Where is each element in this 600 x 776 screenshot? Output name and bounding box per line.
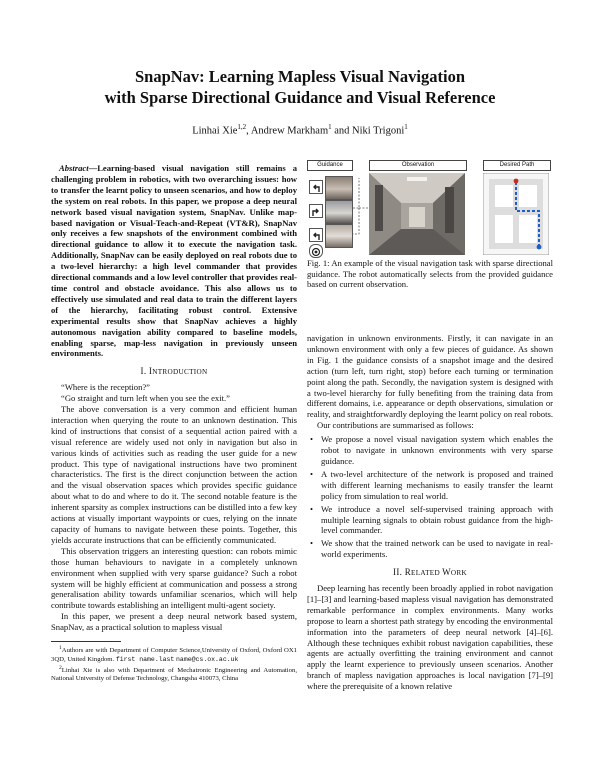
abstract-text: —Learning-based visual navigation still remains a challenging problem in robotics, with two overarching issues: how to transfer the learnt policy to unseen scenarios, and how to deploy the system on real robots. In this paper, we propose a deep neural network based visual navigation system, SnapNav. Unlike map-based navigation or Visual-Teach-and-Repeat (VT&R), SnapNav only receives a few snapshots of the environment combined with directional guidance to allow it to execute the navigation task. Additionally, SnapNav can be easily deployed on real robots due to a two-level hierarchy: a high level commander that provides directional commands and a low level controller that provides real-time control and obstacle avoidance. This also allows us to effectively use simulated and real data to train the different layers of the hierarchy, facilitating robust control. Extensive experimental results show that SnapNav achieves a highly autonomous navigation ability compared to baseline models, enabling sparse, map-less navigation in previously unseen environments. (51, 163, 297, 359)
desired-path-map (483, 173, 549, 255)
intro-quote-1: “Where is the reception?” (61, 382, 150, 393)
right-paragraph-1: navigation in unknown environments. Firstly, it can navigate in an unknown environment with only a few pieces of guidance. As shown in Fig. 1 the guidance consists of a snapshot image and the desired action (turn left, turn right, stop) before each turning or termination point along the path. Secondly, the navigation system is designed with a two-level hierarchy for fully benefiting from the training data from different domains, i.e. appearance or depth observations, simulation or reality, and straightforwardly deploying the learnt policy on real robots. (307, 333, 553, 420)
stop-guidance-icon (309, 244, 323, 258)
guidance-snapshot-2 (325, 200, 353, 224)
intro-heading-rest: NTRODUCTION (152, 368, 208, 377)
related-heading-num: II. R (393, 567, 412, 578)
list-item: • We show that the trained network can be used to navigate in real-world experiments. (319, 538, 553, 560)
turn-left-guidance-icon (309, 180, 323, 194)
author-1: Linhai Xie (192, 125, 238, 137)
footnote-1-email-b: name@cs.ox.ac.uk (176, 655, 239, 663)
guidance-snapshot-3 (325, 224, 353, 248)
author-1-affil: 1,2 (237, 123, 247, 131)
footnote-2 (51, 664, 297, 684)
figure-header-desired-path: Desired Path (483, 160, 551, 171)
abstract (51, 163, 297, 359)
footnote-1 (51, 644, 297, 664)
paper-title (0, 66, 600, 108)
right-paragraph-2: Our contributions are summarised as follows: (317, 420, 474, 431)
related-heading-mid: ELATED (411, 569, 443, 578)
title-line-1: SnapNav: Learning Mapless Visual Navigation (134, 67, 466, 86)
figure-1-caption: Fig. 1: An example of the visual navigation task with sparse directional guidance. The robot automatically selects from the provided guidance based on current observation. (307, 258, 553, 289)
intro-heading-num: I. I (140, 366, 153, 377)
observation-image (369, 173, 465, 255)
footnote-1-text: Authors are with Department of Computer Science,University of Oxford, Oxford OX1 3QD, United Kingdom. (51, 647, 297, 663)
intro-paragraph-2: This observation triggers an interesting question: can robots mimic those human behaviours to navigate in a completely unknown environment when supplied with very sparse guidance? Such a robot system will be highly efficient at communication and possess a strong generalisation ability towards unfamiliar scenarios, which will help contribute towards establishing an intelligent multi-agent society. (51, 545, 297, 611)
figure-1 (307, 160, 553, 256)
figure-header-guidance: Guidance (307, 160, 353, 171)
guidance-snapshot-1 (325, 176, 353, 200)
list-item: • A two-level architecture of the network is proposed and trained with different learning mechanisms to easily transfer the learnt policy from simulation to real world. (319, 469, 553, 502)
abstract-label: Abstract (59, 163, 89, 173)
list-item: • We introduce a novel self-supervised training approach with multiple learning signals to obtain robust guidance from the high-level commander. (319, 504, 553, 537)
contributions-list (307, 434, 553, 560)
author-2-affil: 1 (328, 123, 332, 131)
turn-left-guidance-icon-2 (309, 228, 323, 242)
guidance-selection-bracket (351, 174, 371, 256)
turn-right-guidance-icon (309, 204, 323, 218)
related-heading-w: W (442, 567, 451, 578)
section-heading-related-work (307, 567, 553, 579)
footnote-1-mark: 1 (59, 645, 62, 652)
right-column (307, 333, 553, 692)
author-3-affil: 1 (404, 123, 408, 131)
author-list (0, 123, 600, 137)
footnote-1-email-a: first name.last (115, 655, 175, 663)
author-3: and Niki Trigoni (331, 125, 405, 137)
intro-paragraph-1: The above conversation is a very common and efficient human interaction when querying the route to an unknown destination. This kind of instructions that consist of a sequential action paired with a visual reference are widely used not only in navigation but also in various kinds of activities such as reading the user guide for a new product. This type of navigational instructions have two prominent characteristics. The first is the direct conjunction between the action and the visual observation spaces which provides specific guidance about what to do and where to do it. The second notable feature is the inherent sparsity as complex instructions can be distilled into a few key actions at visually important waypoints or cues, relying on the innate capacity of humans to navigate between these points. Together, this yields accurate instructions that can be efficiently communicated. (51, 404, 297, 545)
author-2: , Andrew Markham (246, 125, 329, 137)
footnote-2-text: Linhai Xie is also with Department of Mechatronic Engineering and Automation, National University of Defense Technology, Changsha 410073, China (51, 667, 297, 683)
title-line-2: with Sparse Directional Guidance and Visual Reference (104, 88, 496, 107)
related-heading-rest: ORK (450, 569, 467, 578)
footnote-2-mark: 2 (59, 664, 62, 671)
left-column (51, 163, 297, 684)
intro-paragraph-3: In this paper, we present a deep neural network based system, SnapNav, as a practical solution to mapless visual (51, 611, 297, 633)
related-work-paragraph: Deep learning has recently been broadly applied in robot navigation [1]–[3] and learning-based mapless visual navigation has demonstrated remarkable performance in complex environments. Many works propose to learn a shortest path strategy by encoding the environmental information into the parameters of deep neural network [4]–[6]. Although these techniques exhibit robust navigation capabilities, these agents are actually overfitting the training environment and cannot apply the learnt experience to previously unseen scenarios. Another branch of mapless navigation approaches is local navigation [7]–[9] where the prerequisite of a known relative (307, 583, 553, 692)
list-item: • We propose a novel visual navigation system which enables the robot to navigate in unknown environments with very sparse guidance. (319, 434, 553, 467)
section-heading-intro (51, 366, 297, 378)
figure-header-observation: Observation (369, 160, 467, 171)
footnote-rule (51, 641, 121, 642)
intro-quote-2: “Go straight and turn left when you see the exit.” (61, 393, 230, 404)
